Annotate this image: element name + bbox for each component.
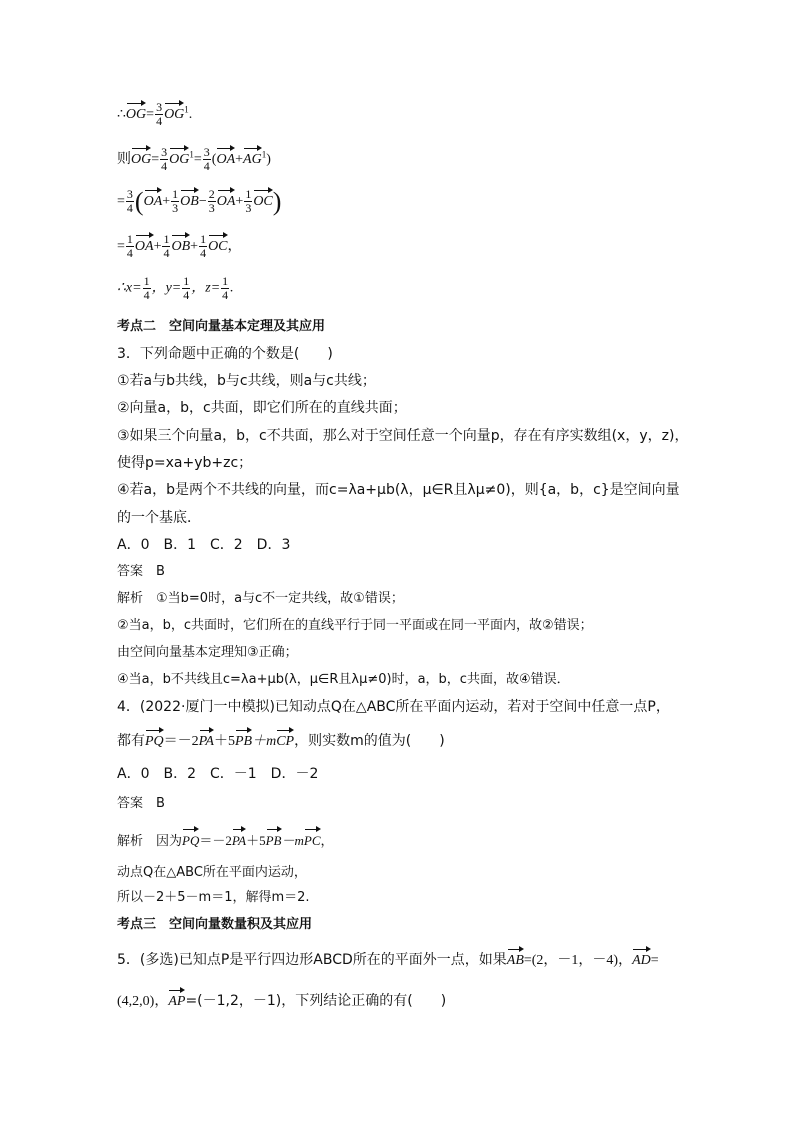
fraction [160, 146, 168, 173]
vector-pb: PB [235, 727, 252, 749]
z-value-label: ，z= [191, 280, 221, 296]
solution-line-1 [117, 100, 192, 128]
vector-ap: AP [168, 987, 185, 1009]
superscript: 1 [184, 104, 189, 115]
q4-answer: 答案 B [117, 796, 165, 811]
numerator: 1 [172, 187, 179, 202]
then-word: 则 [117, 151, 131, 167]
fraction [182, 275, 190, 302]
y-value-label: ，y= [151, 280, 182, 296]
denominator: 4 [161, 159, 168, 174]
vector-pc: PC [304, 826, 321, 848]
q3-stem: 3．下列命题中正确的个数是( ) [117, 346, 333, 362]
solution-line-3 [117, 187, 281, 215]
q5-stem-2 [117, 987, 446, 1011]
denominator: 4 [200, 246, 207, 261]
q4-choices: A．0 B．2 C．－1 D．－2 [117, 766, 319, 782]
vector-oc: OC [253, 187, 272, 209]
numerator: 1 [222, 274, 229, 288]
q3-option-4a: ④若a，b是两个不共线的向量，而c=λa+μb(λ，μ∈R且λμ≠0)，则{a，b，c}是空间向量 [117, 482, 680, 498]
term: ＋5 [213, 734, 235, 749]
term: ＋5 [246, 833, 266, 848]
denominator: 4 [126, 246, 133, 261]
text: 5．(多选)已知点P是平行四边形ABCD所在的平面外一点，如果 [117, 952, 507, 968]
vector-oa: OA [135, 232, 154, 254]
q3-option-3a: ③如果三个向量a，b，c不共面，那么对于空间任意一个向量p，存在有序实数组(x，y，z)， [117, 428, 689, 444]
vector-pq: PQ [182, 826, 199, 848]
solution-line-2 [117, 145, 271, 173]
q4-analysis-2: 动点Q在△ABC所在平面内运动， [117, 865, 307, 880]
fraction [244, 188, 252, 215]
plus: + [235, 152, 244, 167]
section-heading-3: 考点三 空间向量数量积及其应用 [117, 917, 313, 932]
equals: = [151, 152, 160, 167]
fraction [162, 233, 170, 260]
superscript: 1 [261, 149, 267, 160]
period: . [230, 280, 234, 296]
term: = [650, 953, 659, 968]
denominator: 4 [183, 288, 190, 302]
equals: = [193, 152, 202, 167]
vector-pa: PA [199, 727, 214, 749]
vector-ab: AB [507, 946, 524, 968]
vector-oa: OA [144, 187, 163, 209]
fraction [143, 275, 151, 302]
q3-analysis-1: 解析 ①当b=0时，a与c不一定共线，故①错误； [117, 591, 404, 606]
plus: + [153, 239, 162, 254]
vector-ad: AD [632, 946, 651, 968]
big-paren-close: ) [272, 186, 282, 216]
vector-cp: CP [276, 727, 294, 749]
q3-choices: A．0 B．1 C．2 D．3 [117, 537, 291, 553]
vector-pa: PA [232, 826, 246, 848]
numerator: 1 [163, 232, 170, 247]
numerator: 1 [143, 274, 150, 288]
vector-ob: OB [171, 232, 190, 254]
numerator: 3 [126, 187, 133, 202]
section-heading-2: 考点二 空间向量基本定理及其应用 [117, 319, 326, 334]
paren-close: ) [266, 152, 271, 167]
q4-analysis-1 [117, 826, 334, 851]
q4-stem-1: 4．(2022·厦门一中模拟)已知动点Q在△ABC所在平面内运动，若对于空间中任意一点P， [117, 699, 670, 715]
q5-stem-1 [117, 946, 659, 970]
denominator: 4 [156, 114, 163, 129]
q3-analysis-3: 由空间向量基本定理知③正确； [117, 645, 298, 660]
text: ，则实数m的值为( ) [294, 733, 445, 749]
fraction [199, 233, 207, 260]
solution-line-4 [117, 232, 242, 260]
term: (4,2,0)， [117, 994, 169, 1009]
paren-open: ( [211, 152, 217, 167]
numerator: 3 [156, 100, 163, 115]
text: 都有 [117, 733, 145, 749]
fraction [155, 101, 163, 128]
vector-ag1: AG [243, 145, 262, 167]
solution-line-5 [117, 275, 234, 302]
q3-option-4b: 的一个基底． [117, 510, 201, 526]
term: ＋m [252, 734, 277, 749]
vector-oa: OA [216, 145, 235, 167]
equals: = [146, 107, 155, 122]
q3-option-2: ②向量a，b，c共面，即它们所在的直线共面； [117, 400, 407, 416]
plus: + [190, 239, 199, 254]
minus: − [198, 194, 207, 209]
fraction [208, 188, 216, 215]
numerator: 1 [200, 232, 207, 247]
denominator: 3 [172, 201, 179, 216]
superscript: 1 [189, 149, 194, 160]
vector-og: OG [126, 100, 146, 122]
term: －m [281, 833, 304, 848]
equals: = [117, 194, 125, 209]
q3-option-1: ①若a与b共线，b与c共线，则a与c共线； [117, 373, 376, 389]
period: . [188, 107, 193, 122]
denominator: 3 [208, 201, 215, 216]
denominator: 4 [163, 246, 170, 261]
text: 解析 因为 [117, 834, 183, 849]
q3-option-3b: 使得p=xa+yb+zc； [117, 455, 253, 471]
numerator: 1 [183, 274, 190, 288]
vector-pq: PQ [145, 727, 164, 749]
numerator: 1 [245, 187, 252, 202]
fraction [221, 275, 229, 302]
q4-analysis-3: 所以－2＋5－m＝1，解得m＝2. [117, 890, 310, 905]
comma: ， [320, 833, 334, 848]
vector-oc: OC [208, 232, 227, 254]
denominator: 4 [222, 288, 229, 302]
q3-analysis-4: ④当a，b不共线且c=λa+μb(λ，μ∈R且λμ≠0)时，a，b，c共面，故④错误． [117, 672, 570, 687]
denominator: 4 [203, 159, 210, 174]
vector-ob: OB [180, 187, 199, 209]
text: =(－1,2，－1)，下列结论正确的有( ) [185, 993, 447, 1009]
plus: + [162, 194, 171, 209]
numerator: 3 [161, 145, 168, 160]
numerator: 3 [203, 145, 210, 160]
equals: = [117, 239, 125, 254]
vector-oa: OA [217, 187, 236, 209]
big-paren-open: ( [134, 186, 144, 216]
x-value-label: ∴x= [117, 280, 142, 296]
vector-og: OG [131, 145, 151, 167]
numerator: 2 [208, 187, 215, 202]
vector-pb: PB [266, 826, 282, 848]
term: ＝－2 [163, 734, 199, 749]
vector-og1: OG [164, 100, 184, 122]
therefore-symbol: ∴ [117, 107, 126, 122]
numerator: 1 [126, 232, 133, 247]
term: =(2，－1，－4)， [523, 953, 633, 968]
q3-analysis-2: ②当a，b，c共面时，它们所在的直线平行于同一平面或在同一平面内，故②错误； [117, 618, 593, 633]
fraction [203, 146, 211, 173]
vector-og1: OG [169, 145, 189, 167]
term: ＝－2 [199, 833, 232, 848]
denominator: 4 [143, 288, 150, 302]
q3-answer: 答案 B [117, 564, 165, 579]
fraction [171, 188, 179, 215]
q4-stem-2 [117, 727, 445, 751]
fraction [126, 233, 134, 260]
denominator: 3 [245, 201, 252, 216]
fraction [126, 188, 134, 215]
denominator: 4 [126, 201, 133, 216]
plus: + [235, 194, 244, 209]
comma: ， [227, 239, 242, 254]
